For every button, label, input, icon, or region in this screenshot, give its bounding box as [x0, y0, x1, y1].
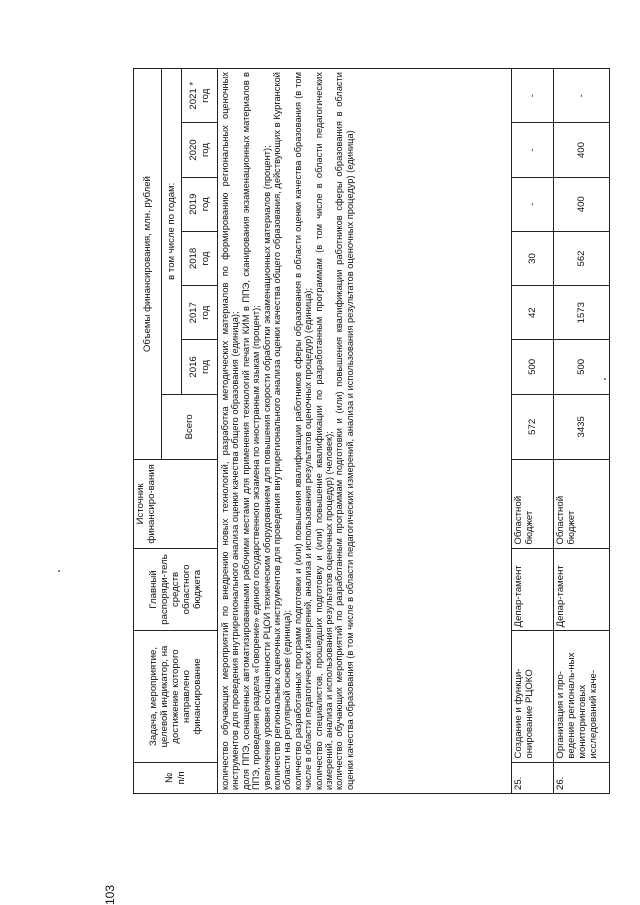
- indicator-text: количество обучающих мероприятий по внедрению новых технологий, разработка методических материалов по формированию региональных оценочных инструментов для проведения внутрирегионального анализа оценки качества общего образования (единица);: [220, 72, 241, 790]
- indicator-text: количество обучающих мероприятий по разработанным программам подготовки и (или) повышения квалификации работников сферы образования в области оценки качества образования (в том числе в области педагогических измерений, анализа и использования результатов оценочных процедур) (единица): [334, 72, 355, 790]
- row-manager: Депар-тамент: [554, 548, 610, 631]
- scan-dot: [604, 378, 606, 380]
- header-year: 2018 год: [182, 231, 218, 285]
- scan-dot: [58, 570, 60, 572]
- row-total: 3435: [554, 394, 610, 460]
- header-manager: Главный распоряди-тель средств областного бюджета: [134, 548, 218, 631]
- table-row: [512, 69, 554, 794]
- header-year: 2021 * год: [182, 69, 218, 123]
- indicator-text: увеличение уровня оснащенности РЦОИ техническим оборудованием для повышения скорости обработки экзаменационных материалов (процент);: [261, 145, 272, 790]
- row-source: Областной бюджет: [554, 460, 610, 548]
- row-year-value: 42: [512, 286, 554, 340]
- header-year: 2019 год: [182, 177, 218, 231]
- row-year-value: 562: [554, 231, 610, 285]
- indicator-text: количество региональных оценочных инструментов для проведения внутрирегионального анализа оценки качества общего образования, действующих в Курганской области на регулярной основе (единица);: [272, 72, 293, 790]
- header-row-1: [134, 69, 162, 794]
- row-year-value: 500: [512, 340, 554, 394]
- financing-table: [133, 68, 610, 794]
- header-num: № п/п: [134, 762, 218, 793]
- header-total: Всего: [162, 394, 218, 460]
- row-num: 25.: [512, 762, 554, 793]
- row-year-value: 1573: [554, 286, 610, 340]
- indicator-text: количество разработанных программ подготовки и (или) повышения квалификации работников сферы образования в области оценки качества образования (в том числе в области педагогических измерений, анализа и использования результатов оценочных процедур) (единица);: [292, 72, 314, 790]
- row-manager: Депар-тамент: [512, 548, 554, 631]
- indicator-text: доля ППЭ, оснащенных автоматизированными рабочими местами для применения технологий печати КИМ в ППЭ, сканирования экзаменационных материалов в ППЭ, проведения раздела «Говорение» единого государственного экзамена по иностранным языкам (процент);: [240, 72, 262, 790]
- header-source: Источник финансиро-вания: [134, 460, 218, 548]
- row-total: 572: [512, 394, 554, 460]
- indicators-cell: [218, 69, 512, 794]
- row-source: Областной бюджет: [512, 460, 554, 548]
- header-task: Задача, мероприятие, целевой индикатор, на достижение которого направлено финансирование: [134, 631, 218, 762]
- row-year-value: -: [512, 177, 554, 231]
- table-row: [554, 69, 610, 794]
- row-year-value: -: [512, 123, 554, 177]
- indicators-row: [218, 69, 512, 794]
- header-year: 2016 год: [182, 340, 218, 394]
- page-number: 103: [103, 884, 117, 905]
- row-task: Организация и про-ведение региональ-ных мониторинговых исследований каче-: [554, 631, 610, 762]
- row-year-value: 400: [554, 177, 610, 231]
- row-year-value: -: [554, 69, 610, 123]
- row-year-value: 500: [554, 340, 610, 394]
- header-year: 2020 год: [182, 123, 218, 177]
- row-year-value: 400: [554, 123, 610, 177]
- row-year-value: -: [512, 69, 554, 123]
- row-year-value: 30: [512, 231, 554, 285]
- indicator-text: количество специалистов, прошедших подготовку и (или) повышение квалификации по разработанным программам (в том числе в области педагогических измерений, анализа и использования результатов оценочных процедур) (человек);: [313, 72, 335, 790]
- row-task: Создание и функци-онирование РЦОКО: [512, 631, 554, 762]
- header-by-years: в том числе по годам:: [162, 69, 182, 395]
- header-year: 2017 год: [182, 286, 218, 340]
- row-num: 26.: [554, 762, 610, 793]
- header-volumes: Объемы финансирования, млн. рублей: [134, 69, 162, 460]
